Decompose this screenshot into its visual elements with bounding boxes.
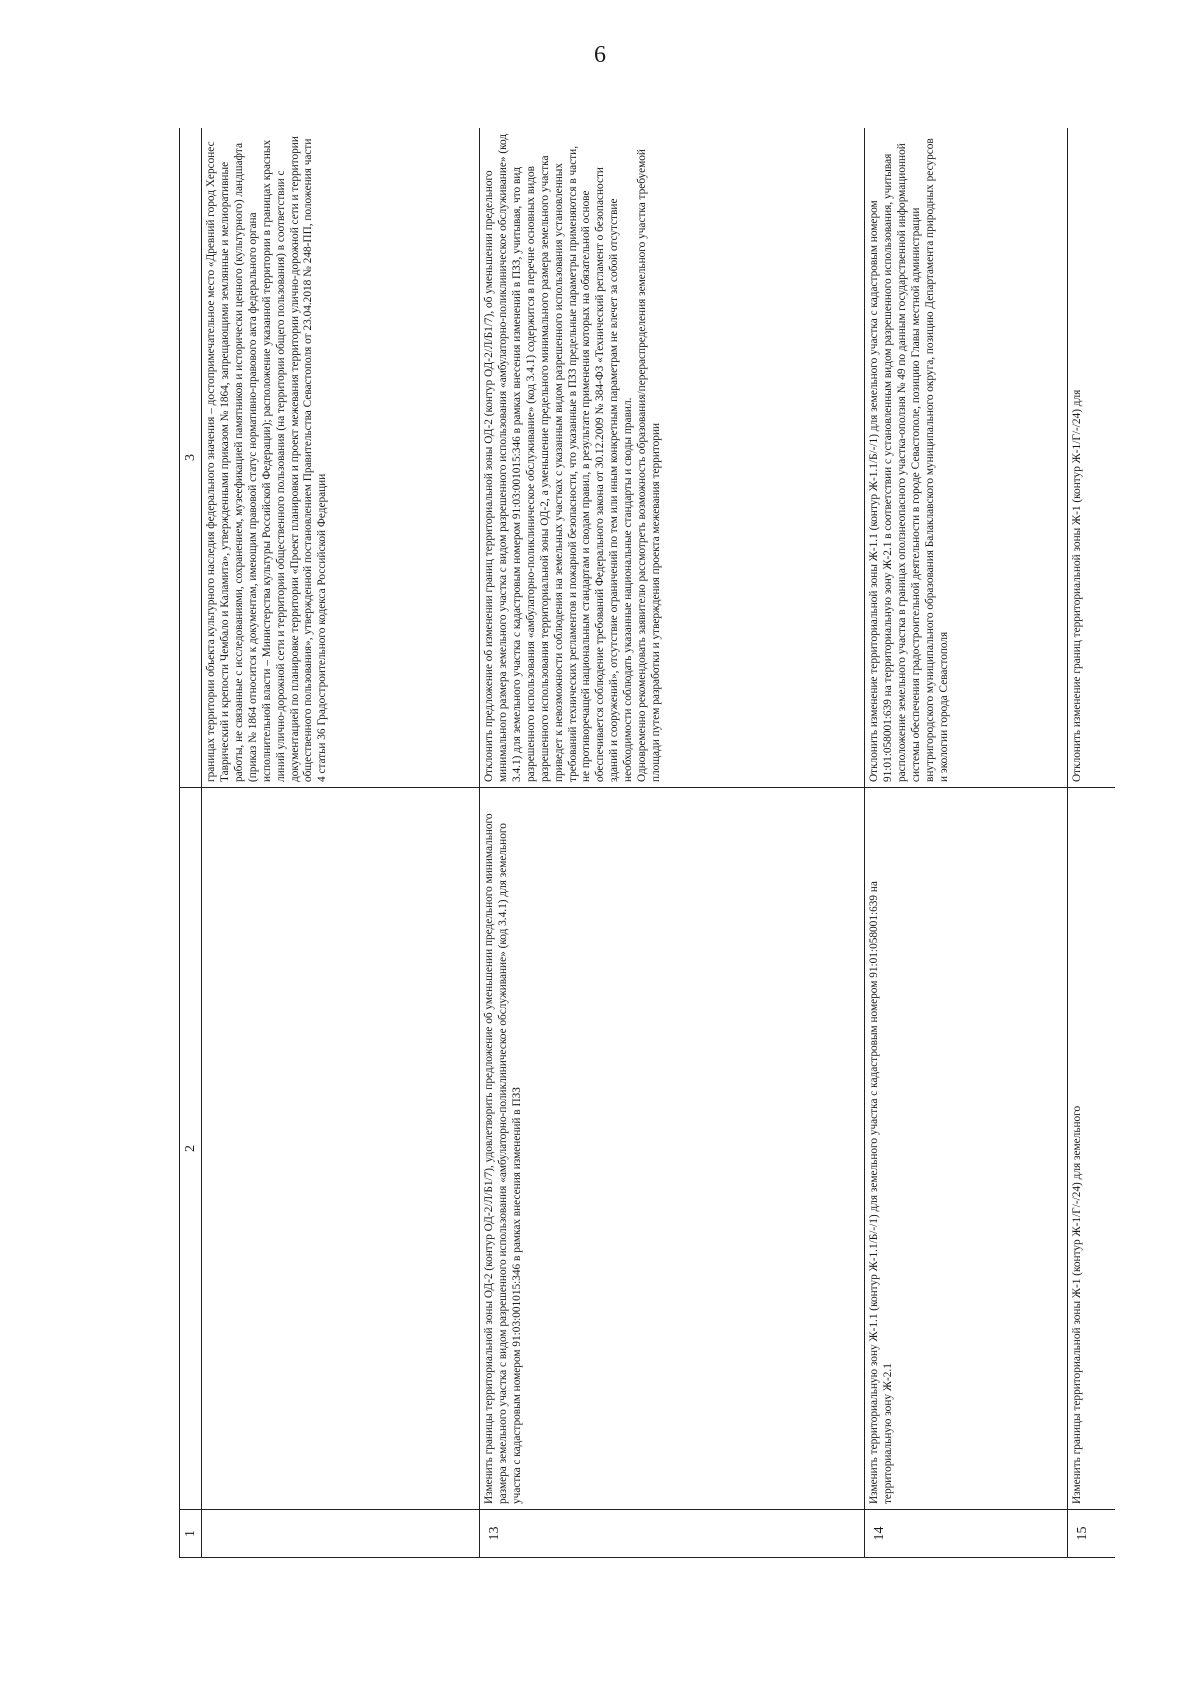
table-header-row (180, 128, 202, 1558)
decision-table (179, 128, 1115, 1558)
header-col-1: 1 (180, 1510, 202, 1558)
page-number: 6 (594, 42, 606, 68)
row-decision (202, 128, 480, 788)
decision-text: Отклонить предложение об изменении границ территориальной зоны ОД-2 (контур ОД-2/Л/Б1/7), об уменьшении предельного минимального размера земельного участка с видом разрешенного использования «амбулаторно-поликлиническое обслуживание» (код 3.4.1) для земельного участка с кадастровым номером 91:03:001015:346 в рамках внесения изменений в ПЗЗ, учитывая, что вид разрешенного использования «амбулаторно-поликлиническое обслуживание» (код 3.4.1) содержится в перечне основных видов разрешенного использования территориальной зоны ОД-2, а уменьшение предельного минимального размера земельного участка приведет к невозможности соблюдения на земельных участках с указанным видом разрешенного использования установленных требований технических регламентов и пожарной безопасности, что указанные в ПЗЗ предельные параметры применяются в части, не противоречащей национальным стандартам и сводам правил, в результате применения которых на обязательной основе обеспечивается соблюдение требований Федерального закона от 30.12.2009 № 384-ФЗ «Технический регламент о безопасности зданий и сооружений», отсутствие ограничений по тем или иным конкретным параметрам не влечет за собой отсутствие необходимости соблюдать указанные национальные стандарты и своды правил. (483, 133, 635, 782)
table-row (1068, 128, 1115, 1558)
row-decision (480, 128, 865, 788)
row-number: 14 (865, 1510, 1068, 1558)
row-proposal: Изменить границы территориальной зоны Ж-1 (контур Ж-1/Г/-/24) для земельного (1068, 788, 1115, 1510)
decision-text-extra: Одновременно рекомендовать заявителю рассмотреть возможность образования/перераспределения земельного участка требуемой площади путем разработки и утверждения проекта межевания территории (636, 149, 662, 782)
row-decision: Отклонить изменение территориальной зоны Ж-1.1 (контур Ж-1.1/Б/-/1) для земельного участка с кадастровым номером 91:01:058001:639 на территориальную зону Ж-2.1 в соответствии с установленным видом разрешенного использования, учитывая расположение земельного участка в границах оползнеопасного участка-оползня № 49 по данным государственной информационной системы обеспечения градостроительной деятельности в городе Севастополе, позицию Главы местной администрации внутригородского муниципального образования Балаклавского муниципального округа, позицию Департамента природных ресурсов и экологии города Севастополя (865, 128, 1068, 788)
row-proposal: Изменить территориальную зону Ж-1.1 (контур Ж-1.1/Б/-/1) для земельного участка с кадастровым номером 91:01:058001:639 на территориальную зону Ж-2.1 (865, 788, 1068, 1510)
row-proposal: Изменить границы территориальной зоны ОД-2 (контур ОД-2/Л/Б1/7), удовлетворить предложение об уменьшении предельного минимального размера земельного участка с видом разрешенного использования «амбулаторно-поликлиническое обслуживание» (код 3.4.1) для земельного участка с кадастровым номером 91:03:001015:346 в рамках внесения изменений в ПЗЗ (480, 788, 865, 1510)
table-row (202, 128, 480, 1558)
row-number: 15 (1068, 1510, 1115, 1558)
row-number: 13 (480, 1510, 865, 1558)
header-col-3: 3 (180, 128, 202, 788)
row-decision: Отклонить изменение границ территориальной зоны Ж-1 (контур Ж-1/Г/-/24) для (1068, 128, 1115, 788)
rotated-table-frame (179, 128, 1115, 1558)
row-proposal (202, 788, 480, 1510)
table-row (865, 128, 1068, 1558)
header-col-2: 2 (180, 788, 202, 1510)
row-number (202, 1510, 480, 1558)
decision-text: границах территории объекта культурного наследия федерального значения – достопримечательное место «Древний город Херсонес Таврический и крепости Чембало и Каламита», утвержденными приказом № 1864, запрещающими землянные и мелиоративные работы, не связанные с исследованиями, сохранением, музеефикацией памятников и исторически ценного (культурного) ландшафта (приказ № 1864 относится к документам, имеющим правовой статус нормативно-правового акта федерального органа исполнительной власти – Министерства культуры Российской Федерации); расположение указанной территории в границах красных линий улично-дорожной сети и территории общественного пользования (на территории общего пользования) в соответствии с документацией по планировке территории «Проект планировки и проект межевания территории улично-дорожной сети и территории общественного пользования», утвержденной постановлением Правительства Севастополя от 23.04.2018 № 248-ПП, положения части 4 статьи 36 Градостроительного кодекса Российской Федерации (205, 136, 329, 782)
table-container (179, 128, 1115, 1558)
table-row (480, 128, 865, 1558)
